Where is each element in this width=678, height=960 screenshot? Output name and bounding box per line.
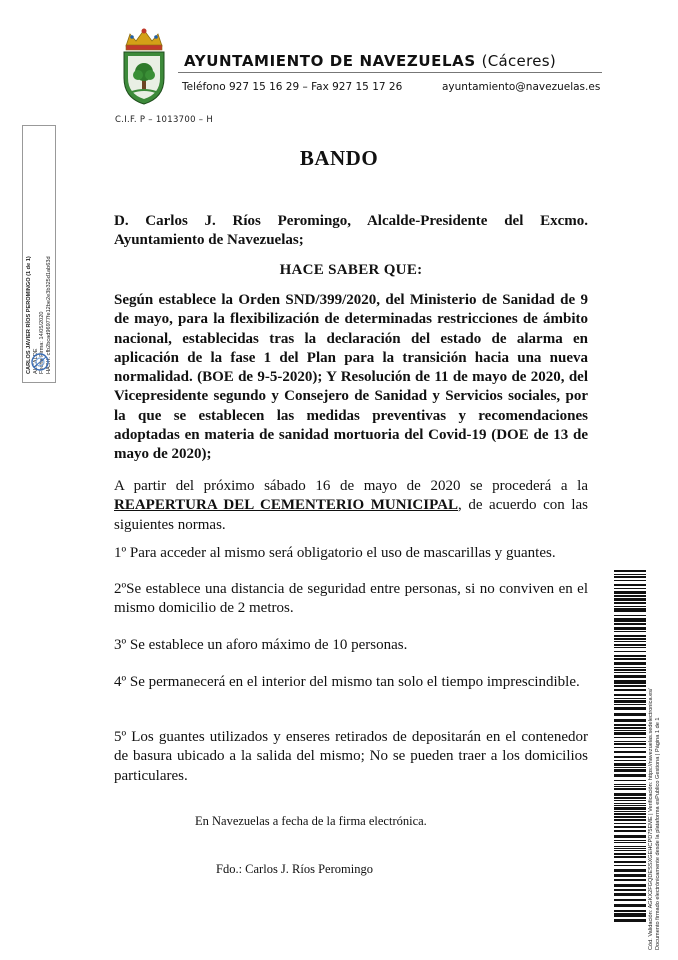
email-address: ayuntamiento@navezuelas.es	[442, 81, 601, 93]
barcode-bar	[614, 667, 646, 668]
announcement-post: , de acuerdo con las siguientes normas.	[114, 497, 589, 533]
coat-of-arms-icon	[120, 26, 168, 106]
barcode-bar	[614, 846, 646, 847]
barcode-bar	[614, 707, 646, 710]
barcode-bar	[614, 800, 646, 801]
barcode-bar	[614, 899, 646, 901]
announcement-paragraph	[114, 477, 588, 535]
barcode-bar	[614, 655, 646, 657]
signer-line: CARLOS JAVIER RÍOS PEROMINGO (1 de 1)	[25, 256, 32, 374]
barcode-bar	[614, 574, 646, 575]
document-title: BANDO	[299, 146, 379, 170]
barcode-bar	[614, 570, 646, 572]
barcode-bar	[614, 913, 646, 917]
signature-hash: HASH: cfb2bcad96977fe12be2e3b325d1ab63d	[45, 256, 52, 374]
cif-number: C.I.F. P – 1013700 – H	[115, 115, 214, 125]
barcode-bar	[614, 805, 646, 806]
barcode-bar	[614, 737, 646, 738]
org-title: AYUNTAMIENTO DE NAVEZUELAS (Cáceres)	[184, 52, 557, 70]
barcode-bar	[614, 694, 646, 696]
barcode-bar	[614, 576, 646, 578]
barcode-bar	[614, 606, 646, 607]
rule-item: 2ºSe establece una distancia de seguridad entre personas, si no conviven en el mismo domicilio de 2 metros.	[114, 581, 588, 617]
barcode-bar	[614, 865, 646, 866]
announcement-highlight: REAPERTURA DEL CEMENTERIO MUNICIPAL	[114, 497, 458, 514]
barcode-bar	[614, 788, 646, 790]
barcode-bar	[614, 830, 646, 832]
barcode-bar	[614, 850, 646, 851]
rule-item: 1º Para acceder al mismo será obligatorio el uso de mascarillas y guantes.	[114, 545, 556, 561]
barcode-bar	[614, 680, 646, 684]
barcode-bar	[614, 919, 646, 922]
barcode-bar	[614, 662, 646, 665]
barcode-bar	[614, 591, 646, 594]
barcode-bar	[614, 874, 646, 877]
barcode-bar	[614, 767, 646, 768]
barcode-bar	[614, 618, 646, 622]
barcode-bar	[614, 732, 646, 735]
validation-text	[648, 620, 674, 950]
barcode-bar	[614, 730, 646, 731]
barcode-bar	[614, 647, 646, 648]
barcode-bar	[614, 842, 646, 843]
rule-item: 3º Se establece un aforo máximo de 10 personas.	[114, 637, 408, 653]
barcode-bar	[614, 669, 646, 671]
signer-role: ALCALDE	[32, 348, 39, 374]
barcode-bar	[614, 910, 646, 912]
barcode-bar	[614, 848, 646, 849]
barcode-bar	[614, 584, 646, 586]
barcode-bar	[614, 840, 646, 841]
barcode-bar	[614, 615, 646, 616]
barcode-bar	[614, 813, 646, 815]
barcode-bar	[614, 826, 646, 828]
barcode-bar	[614, 747, 646, 748]
barcode-bar	[614, 631, 646, 632]
barcode-bar	[614, 819, 646, 821]
barcode-bar	[614, 780, 646, 781]
barcode-bar	[614, 689, 646, 691]
barcode-bar	[614, 638, 646, 640]
barcode-bar	[614, 658, 646, 660]
barcode-bar	[614, 719, 646, 722]
barcode-bar	[614, 608, 646, 612]
barcode-bar	[614, 743, 646, 745]
barcode-bar	[614, 835, 646, 838]
signature-date: Fecha Firma: 14/05/2020	[39, 311, 45, 374]
barcode-bar	[614, 793, 646, 796]
validation-barcode	[614, 570, 646, 922]
barcode-bar	[614, 774, 646, 777]
barcode-bar	[614, 595, 646, 597]
rule-item: 5º Los guantes utilizados y enseres retirados de depositarán en el contenedor de basura ubicado a la salida del mismo; No se pueden traer a los domicilios particulares.	[114, 729, 588, 784]
barcode-bar	[614, 698, 646, 699]
barcode-bar	[614, 879, 646, 881]
barcode-bar	[614, 675, 646, 678]
barcode-bar	[614, 853, 646, 855]
barcode-bar	[614, 861, 646, 863]
barcode-bar	[614, 869, 646, 872]
barcode-bar	[614, 751, 646, 753]
barcode-bar	[614, 893, 646, 896]
barcode-bar	[614, 784, 646, 785]
barcode-bar	[614, 807, 646, 810]
barcode-bar	[614, 588, 646, 589]
barcode-bar	[614, 685, 646, 687]
barcode-bar	[614, 713, 646, 716]
validation-code-line: Cód. Validación: AGKX2FGQDESSXGEHCPD75EME | Verificación: https://navezuelas.sedelectronica.es/	[648, 688, 654, 950]
legal-basis-paragraph: Según establece la Orden SND/399/2020, del Ministerio de Sanidad de 9 de mayo, para la flexibilización de determinadas restricciones de ámbito nacional, establecidas tras la declaración del estado de alarma en aplicación de la fase 1 del Plan para la transición hacia una nueva normalidad. (BOE de 9-5-2020); Y Resolución de 11 de mayo de 2020, del Vicepresidente segundo y Consejero de Sanidad y Servicios sociales, por la que se establecen las medidas preventivas y recomendaciones adoptadas en materia de sanidad mortuoria del Covid-19 (DOE de 13 de mayo de 2020);	[114, 292, 588, 463]
barcode-bar	[614, 763, 646, 766]
barcode-bar	[614, 769, 646, 772]
barcode-bar	[614, 724, 646, 726]
announcement-pre: A partir del próximo sábado 16 de mayo de 2020 se procederá a la	[114, 478, 588, 494]
barcode-bar	[614, 797, 646, 799]
barcode-bar	[614, 823, 646, 824]
phone-fax: Teléfono 927 15 16 29 – Fax 927 15 17 26	[182, 81, 403, 93]
barcode-bar	[614, 889, 646, 891]
barcode-bar	[614, 598, 646, 601]
barcode-bar	[614, 727, 646, 729]
barcode-bar	[614, 644, 646, 646]
barcode-bar	[614, 816, 646, 818]
barcode-bar	[614, 602, 646, 604]
validation-platform-line: Documento firmado electrónicamente desde la plataforma esPublico Gestiona | Página 1 de 1	[655, 717, 661, 950]
barcode-bar	[614, 627, 646, 630]
barcode-bar	[614, 756, 646, 758]
barcode-bar	[614, 741, 646, 742]
barcode-bar	[614, 884, 646, 887]
barcode-bar	[614, 904, 646, 907]
barcode-bar	[614, 641, 646, 642]
barcode-bar	[614, 651, 646, 652]
signed-by: Fdo.: Carlos J. Ríos Peromingo	[216, 862, 373, 876]
barcode-bar	[614, 856, 646, 858]
org-place: (Cáceres)	[481, 52, 557, 70]
barcode-bar	[614, 803, 646, 804]
barcode-bar	[614, 811, 646, 812]
barcode-bar	[614, 786, 646, 787]
barcode-bar	[614, 760, 646, 761]
barcode-bar	[614, 672, 646, 673]
barcode-bar	[614, 700, 646, 703]
rule-item: 4º Se permanecerá en el interior del mismo tan solo el tiempo imprescindible.	[114, 674, 580, 690]
hace-saber-heading: HACE SABER QUE:	[279, 262, 423, 278]
header-divider	[178, 72, 602, 73]
intro-paragraph: D. Carlos J. Ríos Peromingo, Alcalde-Presidente del Excmo. Ayuntamiento de Navezuelas;	[114, 213, 588, 249]
barcode-bar	[614, 623, 646, 625]
signature-seal-icon	[30, 352, 50, 372]
barcode-bar	[614, 704, 646, 705]
closing-line: En Navezuelas a fecha de la firma electrónica.	[195, 814, 427, 828]
barcode-bar	[614, 580, 646, 581]
barcode-bar	[614, 635, 646, 637]
